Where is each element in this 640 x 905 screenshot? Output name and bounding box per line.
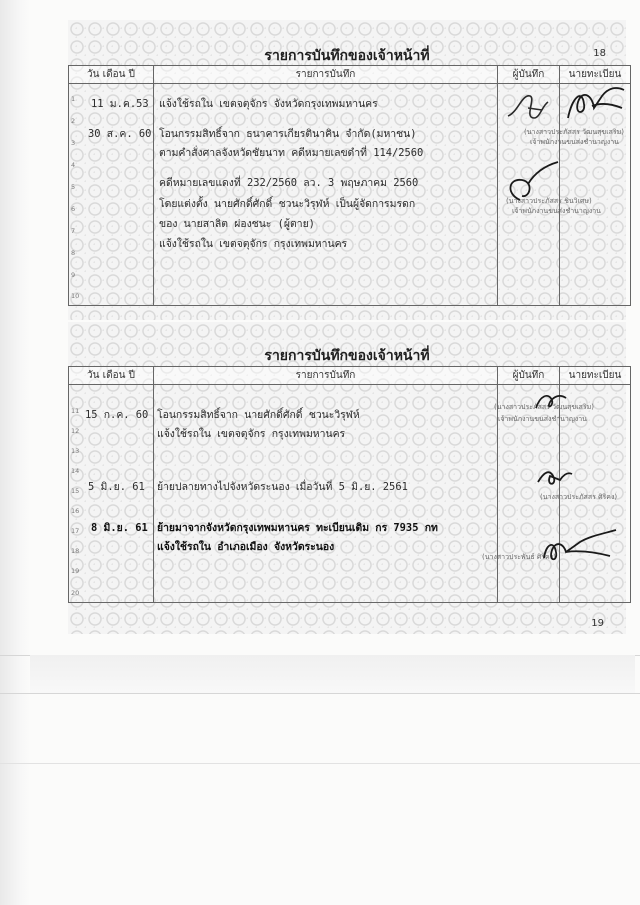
header-registrar: นายทะเบียน — [560, 367, 631, 385]
entry-text: ย้ายปลายทางไปจังหวัดระนอง เมื่อวันที่ 5 มิ.ย. 2561 — [157, 481, 408, 493]
date-column — [69, 84, 154, 306]
line-number: 5 — [71, 183, 76, 191]
header-recorder: ผู้บันทึก — [498, 367, 560, 385]
scan-divider — [0, 763, 640, 764]
page-number: 18 — [593, 48, 606, 59]
registrar-stamp-title: เจ้าพนักงานขนส่งชำนาญงาน — [512, 207, 601, 215]
line-number: 7 — [71, 227, 76, 235]
recorder-signature — [534, 462, 574, 492]
record-column — [154, 84, 498, 306]
registrar-stamp-title: เจ้าพนักงานขนส่งชำนาญงาน — [498, 415, 587, 423]
header-date: วัน เดือน ปี — [69, 66, 154, 84]
line-number: 8 — [71, 249, 76, 257]
registrar-signature — [562, 78, 632, 126]
line-number: 12 — [71, 427, 80, 435]
entry-text: ตามคำสั่งศาลจังหวัดชัยนาท คดีหมายเลขดำที่ 114/2560 — [159, 147, 424, 159]
entry-text: แจ้งใช้รถใน เขตจตุจักร กรุงเทพมหานคร — [157, 428, 346, 440]
line-number: 3 — [71, 139, 76, 147]
scan-gray-band — [30, 655, 635, 693]
entry-date: 5 มิ.ย. 61 — [88, 481, 145, 493]
entry-date: 11 ม.ค.53 — [91, 98, 149, 110]
registrar-stamp-name: (นางสาวประภัสสร ชินวิเศษ) — [506, 197, 592, 205]
header-record: รายการบันทึก — [154, 367, 498, 385]
registrar-stamp-name: (นางสาวประภัสสร วัฒนสุขเสริม) — [494, 403, 594, 411]
line-number: 18 — [71, 547, 80, 555]
entry-text: แจ้งใช้รถใน อำเภอเมือง จังหวัดระนอง — [157, 541, 335, 553]
registrar-stamp-title: เจ้าพนักงานขนส่งชำนาญงาน — [530, 138, 619, 146]
scan-divider — [0, 693, 640, 694]
entry-text: โอนกรรมสิทธิ์จาก นายศักดิ์ศักดิ์ ชวนะวิรุฬห์ — [157, 409, 360, 421]
line-number: 16 — [71, 507, 80, 515]
record-column — [154, 385, 498, 603]
entry-date: 30 ส.ค. 60 — [88, 128, 152, 140]
line-number: 19 — [71, 567, 80, 575]
entry-text: โดยแต่งตั้ง นายศักดิ์ศักดิ์ ชวนะวิรุฬห์ เป็นผู้จัดการมรดก — [159, 198, 416, 210]
entry-date: 8 มิ.ย. 61 — [91, 522, 148, 534]
header-date: วัน เดือน ปี — [69, 367, 154, 385]
line-number: 15 — [71, 487, 80, 495]
registrar-stamp-name: (นางสาวประภัสสร วัฒนสุขเสริม) — [524, 128, 624, 136]
recorder-signature — [500, 160, 570, 210]
entry-text: คดีหมายเลขแดงที่ 232/2560 ลว. 3 พฤษภาคม 2560 — [159, 177, 419, 189]
registrar-stamp-name: (นางสาวประภัสสร ศิริคง) — [540, 493, 618, 501]
page-number: 19 — [591, 618, 604, 629]
line-number: 1 — [71, 95, 76, 103]
entry-text: โอนกรรมสิทธิ์จาก ธนาคารเกียรตินาคิน จำกัด(มหาชน) — [159, 128, 417, 140]
record-page-19 — [68, 322, 626, 634]
line-number: 20 — [71, 589, 80, 597]
line-number: 2 — [71, 117, 76, 125]
entry-text: แจ้งใช้รถใน เขตจตุจักร กรุงเทพมหานคร — [159, 238, 348, 250]
line-number: 6 — [71, 205, 76, 213]
registrar-stamp-name: (นางสาวประพันธ์ ศิริคง) — [482, 553, 556, 561]
recorder-signature — [530, 386, 570, 416]
entry-text: ย้ายมาจากจังหวัดกรุงเทพมหานคร ทะเบียนเดิม กร 7935 กท — [157, 522, 438, 534]
line-number: 9 — [71, 271, 76, 279]
entry-text: แจ้งใช้รถใน เขตจตุจักร จังหวัดกรุงเทพมหานคร — [159, 98, 378, 110]
page-title: รายการบันทึกของเจ้าหน้าที่ — [264, 348, 430, 364]
line-number: 10 — [71, 292, 80, 300]
line-number: 4 — [71, 161, 76, 169]
header-record: รายการบันทึก — [154, 66, 498, 84]
line-number: 13 — [71, 447, 80, 455]
date-column — [69, 385, 154, 603]
line-number: 11 — [71, 407, 80, 415]
scan-edge-shadow — [0, 0, 30, 905]
header-registrar: นายทะเบียน — [560, 66, 631, 84]
recorder-signature — [504, 88, 564, 128]
record-page-18 — [68, 20, 626, 320]
registrar-signature — [540, 522, 620, 568]
entry-date: 15 ก.ค. 60 — [85, 409, 149, 421]
line-number: 17 — [71, 527, 80, 535]
header-recorder: ผู้บันทึก — [498, 66, 560, 84]
line-number: 14 — [71, 467, 80, 475]
entry-text: ของ นายสาลิต ผ่องชนะ (ผู้ตาย) — [159, 218, 315, 230]
page-title: รายการบันทึกของเจ้าหน้าที่ — [264, 48, 430, 64]
